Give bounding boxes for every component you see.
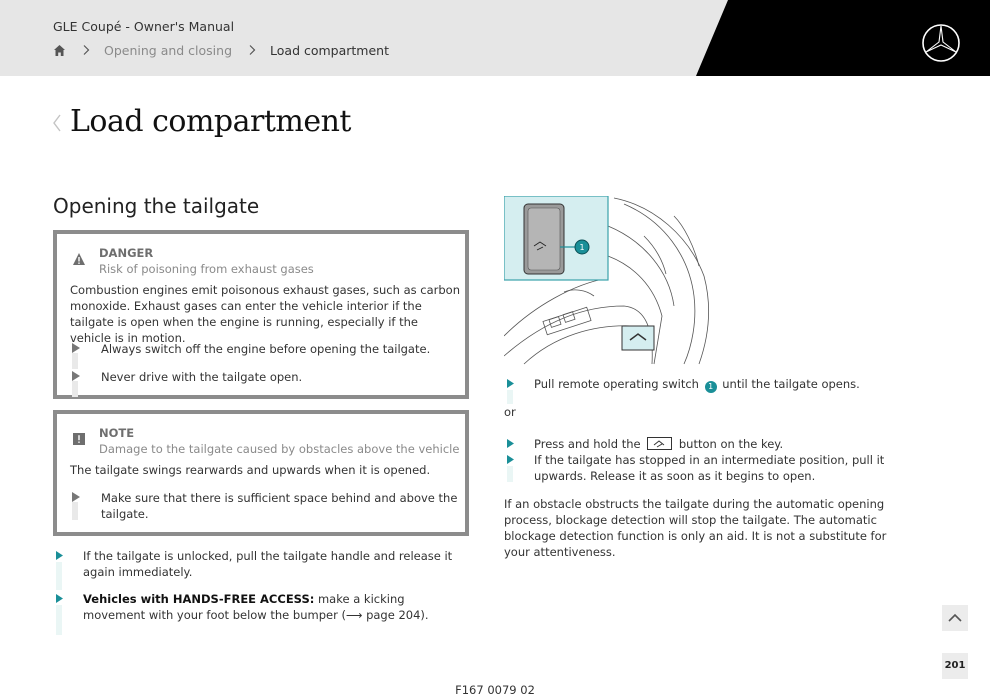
danger-label: DANGER bbox=[99, 246, 154, 260]
arrow-right-icon bbox=[72, 343, 80, 353]
arrow-right-icon bbox=[56, 594, 63, 603]
danger-item bbox=[70, 369, 460, 385]
breadcrumb-link-opening-and-closing[interactable]: Opening and closing bbox=[104, 42, 233, 58]
step-text: Press and hold the bbox=[534, 437, 641, 451]
step-item bbox=[53, 591, 463, 623]
danger-item-text: Never drive with the tailgate open. bbox=[101, 370, 303, 384]
step-bar bbox=[56, 562, 62, 590]
arrow-right-icon bbox=[72, 492, 80, 502]
danger-item-text: Always switch off the engine before opening the tailgate. bbox=[101, 342, 431, 356]
note-subtitle: Damage to the tailgate caused by obstacles above the vehicle bbox=[99, 442, 460, 456]
scroll-to-top-button[interactable] bbox=[942, 605, 968, 631]
exclamation-square-icon bbox=[72, 432, 86, 446]
mercedes-star-icon[interactable] bbox=[921, 23, 961, 63]
chevron-up-icon bbox=[942, 605, 968, 631]
arrow-right-icon bbox=[72, 371, 80, 381]
note-item bbox=[70, 490, 460, 522]
step-item bbox=[504, 436, 924, 452]
step-bar bbox=[72, 353, 78, 369]
step-bold-text: Vehicles with HANDS-FREE ACCESS: bbox=[83, 592, 315, 606]
arrow-right-icon bbox=[507, 455, 514, 464]
chevron-right-icon bbox=[80, 44, 92, 56]
back-chevron-icon[interactable] bbox=[52, 114, 62, 132]
warning-triangle-icon bbox=[72, 252, 86, 266]
note-body: The tailgate swings rearwards and upwards when it is opened. bbox=[70, 463, 431, 477]
blockage-detection-paragraph: If an obstacle obstructs the tailgate during the automatic opening process, blockage detection will stop the tailgate. The automatic blockage detection function is only an aid. It is not a substitute for your attentiveness. bbox=[504, 497, 887, 559]
step-item bbox=[53, 548, 463, 580]
step-item bbox=[504, 452, 924, 484]
arrow-right-icon bbox=[507, 379, 514, 388]
tailgate-key-button-icon bbox=[647, 437, 672, 450]
figure-caption: F167 0079 02 bbox=[455, 683, 535, 697]
step-text: button on the key. bbox=[678, 437, 784, 451]
app-title: GLE Coupé - Owner's Manual bbox=[53, 19, 235, 34]
step-text: Pull remote operating switch bbox=[534, 377, 699, 391]
step-bar bbox=[72, 381, 78, 397]
home-icon[interactable] bbox=[53, 44, 66, 57]
section-heading: Opening the tailgate bbox=[53, 194, 260, 218]
chevron-right-icon bbox=[246, 44, 258, 56]
danger-box bbox=[53, 230, 469, 399]
breadcrumb-current: Load compartment bbox=[270, 42, 389, 58]
step-bar bbox=[72, 502, 78, 520]
step-text: make a kicking movement with your foot below the bumper (⟶ page 204). bbox=[83, 592, 429, 622]
step-text: If the tailgate is unlocked, pull the tailgate handle and release it again immediately. bbox=[83, 549, 453, 579]
breadcrumb bbox=[53, 41, 389, 59]
step-bar bbox=[56, 605, 62, 635]
or-label: or bbox=[504, 405, 516, 419]
arrow-right-icon bbox=[56, 551, 63, 560]
danger-subtitle: Risk of poisoning from exhaust gases bbox=[99, 262, 314, 276]
page-title: Load compartment bbox=[70, 104, 351, 139]
tailgate-switch-illustration bbox=[504, 196, 710, 366]
step-text: until the tailgate opens. bbox=[722, 377, 860, 391]
step-item bbox=[504, 376, 924, 393]
step-bar bbox=[507, 466, 513, 482]
danger-body: Combustion engines emit poisonous exhaust gases, such as carbon monoxide. Exhaust gases can enter the vehicle interior if the tailgate is open when the engine is running, especially if the vehicle is in motion. bbox=[70, 283, 460, 345]
page-number: 201 bbox=[942, 653, 968, 679]
note-item-text: Make sure that there is sufficient space behind and above the tailgate. bbox=[101, 491, 458, 521]
arrow-right-icon bbox=[507, 439, 514, 448]
note-label: NOTE bbox=[99, 426, 135, 440]
step-bar bbox=[507, 390, 513, 404]
note-box bbox=[53, 410, 469, 536]
step-text: If the tailgate has stopped in an intermediate position, pull it upwards. Release it as soon as it begins to open. bbox=[534, 453, 885, 483]
illustration-callout: 1 bbox=[579, 243, 585, 252]
danger-item bbox=[70, 341, 460, 357]
callout-badge: 1 bbox=[705, 381, 717, 393]
